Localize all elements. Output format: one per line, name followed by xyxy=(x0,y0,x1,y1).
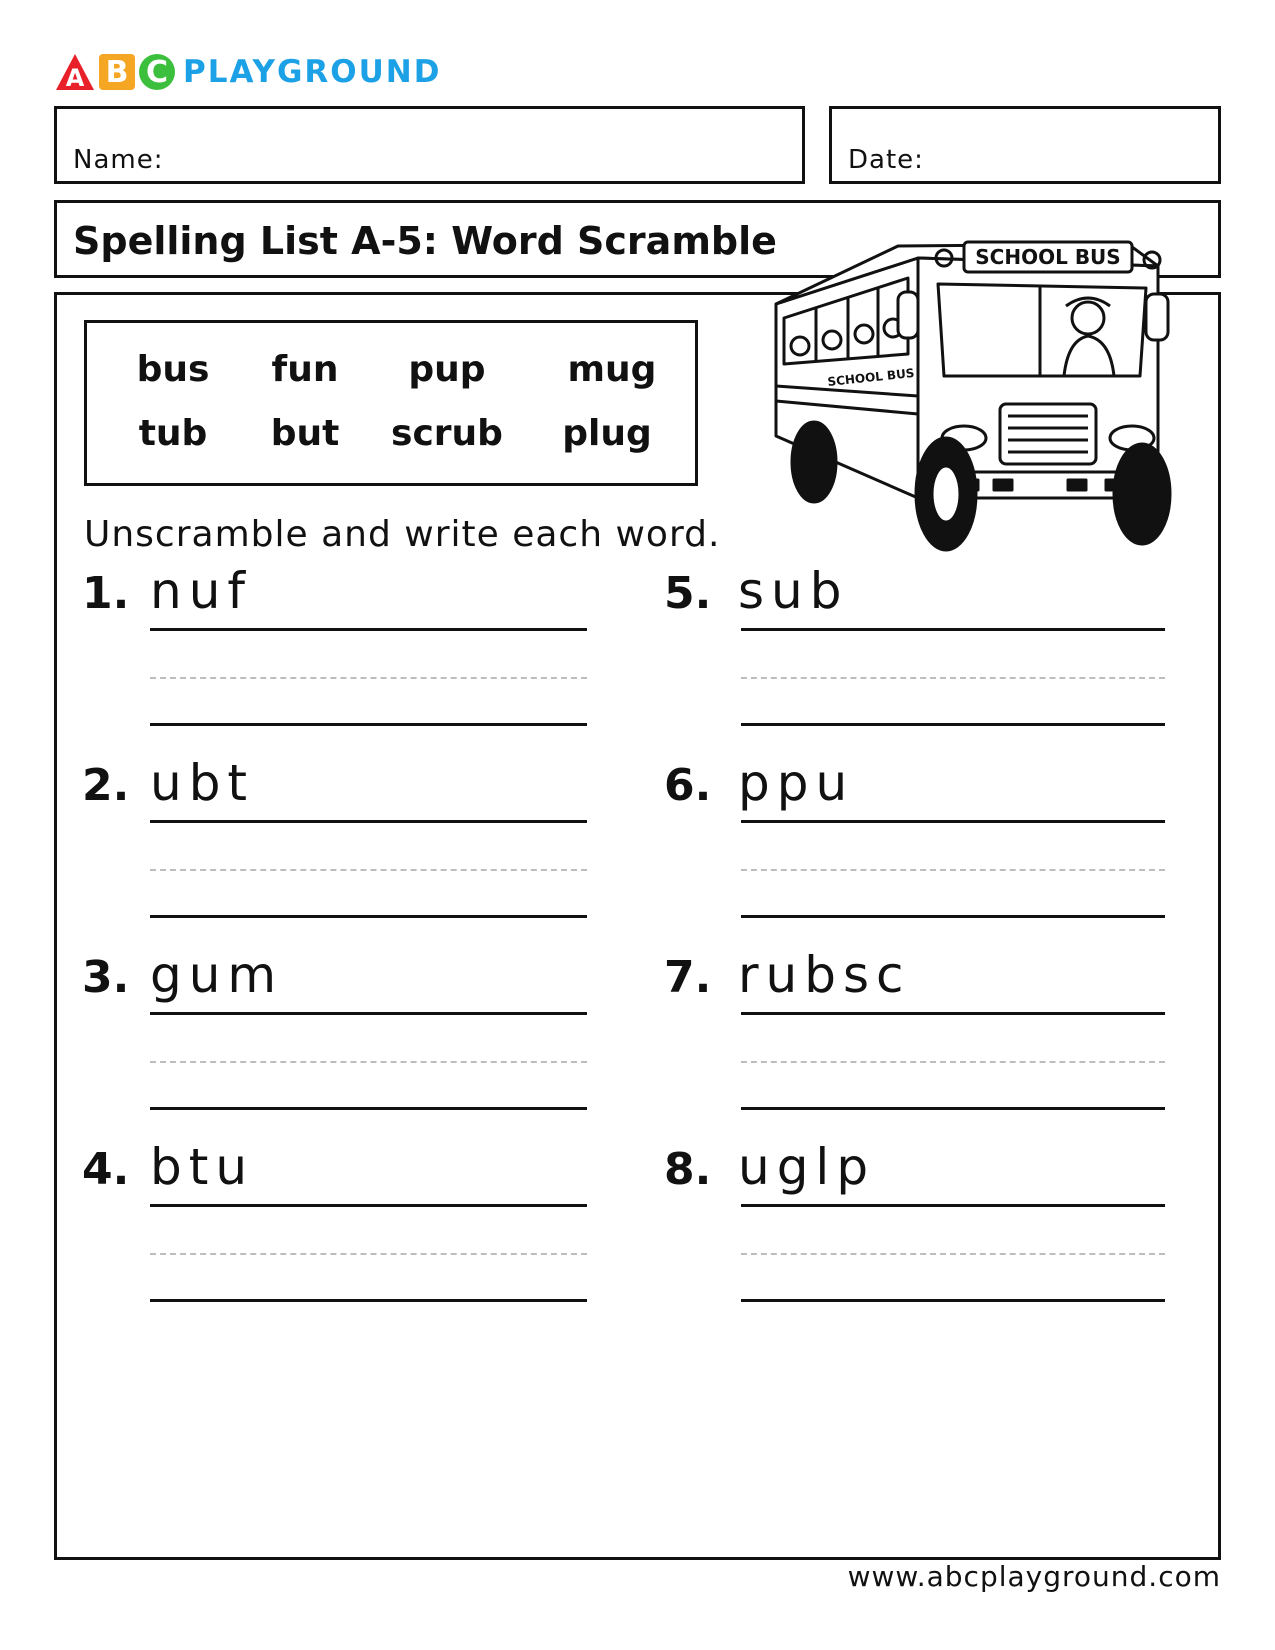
writing-line-mid xyxy=(741,1253,1165,1255)
writing-line-base[interactable] xyxy=(741,723,1165,726)
writing-line-base[interactable] xyxy=(150,723,587,726)
scrambled-word: sub xyxy=(738,562,849,620)
bus-front-sign: SCHOOL BUS xyxy=(975,245,1121,269)
bus-side-label: SCHOOL BUS xyxy=(826,365,916,389)
scrambled-word: gum xyxy=(150,946,284,1004)
writing-line-base[interactable] xyxy=(150,915,587,918)
school-bus-illustration xyxy=(768,236,1178,558)
exercise-number: 7. xyxy=(664,952,712,1003)
writing-line-mid xyxy=(741,869,1165,871)
footer-website-url[interactable]: www.abcplayground.com xyxy=(847,1560,1221,1593)
word-bank-item: scrub xyxy=(391,413,503,454)
writing-line-mid xyxy=(741,1061,1165,1063)
exercise-number: 4. xyxy=(82,1144,130,1195)
worksheet-title: Spelling List A-5: Word Scramble xyxy=(73,219,777,263)
logo-letter-a xyxy=(55,54,95,90)
writing-line-base[interactable] xyxy=(741,915,1165,918)
scrambled-word: btu xyxy=(150,1138,255,1196)
instructions-text: Unscramble and write each word. xyxy=(84,514,721,555)
writing-line-top[interactable] xyxy=(150,1012,587,1015)
scrambled-word: uglp xyxy=(738,1138,876,1196)
exercise-number: 1. xyxy=(82,568,130,619)
scrambled-word: nuf xyxy=(150,562,252,620)
logo-letter-c: C xyxy=(139,54,175,90)
writing-line-base[interactable] xyxy=(150,1299,587,1302)
logo-letter-b: B xyxy=(99,54,135,90)
writing-line-top[interactable] xyxy=(150,628,587,631)
writing-line-top[interactable] xyxy=(741,1204,1165,1207)
exercise-number: 2. xyxy=(82,760,130,811)
writing-line-top[interactable] xyxy=(150,820,587,823)
logo-wordmark: PLAYGROUND xyxy=(183,54,442,90)
word-bank-item: plug xyxy=(562,413,652,454)
writing-line-top[interactable] xyxy=(741,1012,1165,1015)
writing-line-top[interactable] xyxy=(741,628,1165,631)
word-bank-item: but xyxy=(270,413,340,454)
exercise-number: 6. xyxy=(664,760,712,811)
word-bank-item: bus xyxy=(136,349,210,390)
writing-line-mid xyxy=(150,869,587,871)
scrambled-word: ubt xyxy=(150,754,255,812)
word-bank-item: fun xyxy=(271,349,339,390)
abc-playground-logo xyxy=(55,52,441,92)
writing-line-base[interactable] xyxy=(741,1107,1165,1110)
word-bank-item: tub xyxy=(138,413,208,454)
name-label: Name: xyxy=(73,145,164,175)
date-field-box[interactable] xyxy=(829,106,1221,184)
svg-text:A: A xyxy=(65,64,85,91)
writing-line-mid xyxy=(150,677,587,679)
exercise-number: 5. xyxy=(664,568,712,619)
writing-line-mid xyxy=(150,1253,587,1255)
exercise-number: 3. xyxy=(82,952,130,1003)
writing-line-top[interactable] xyxy=(150,1204,587,1207)
writing-line-top[interactable] xyxy=(741,820,1165,823)
date-label: Date: xyxy=(848,145,924,175)
word-bank-item: mug xyxy=(567,349,657,390)
name-field-box[interactable] xyxy=(54,106,805,184)
writing-line-mid xyxy=(741,677,1165,679)
exercise-number: 8. xyxy=(664,1144,712,1195)
scrambled-word: ppu xyxy=(738,754,855,812)
writing-line-mid xyxy=(150,1061,587,1063)
scrambled-word: rubsc xyxy=(738,946,911,1004)
writing-line-base[interactable] xyxy=(150,1107,587,1110)
logo-triangle-icon xyxy=(55,53,95,91)
word-bank-item: pup xyxy=(408,349,486,390)
writing-line-base[interactable] xyxy=(741,1299,1165,1302)
word-bank xyxy=(84,320,698,486)
